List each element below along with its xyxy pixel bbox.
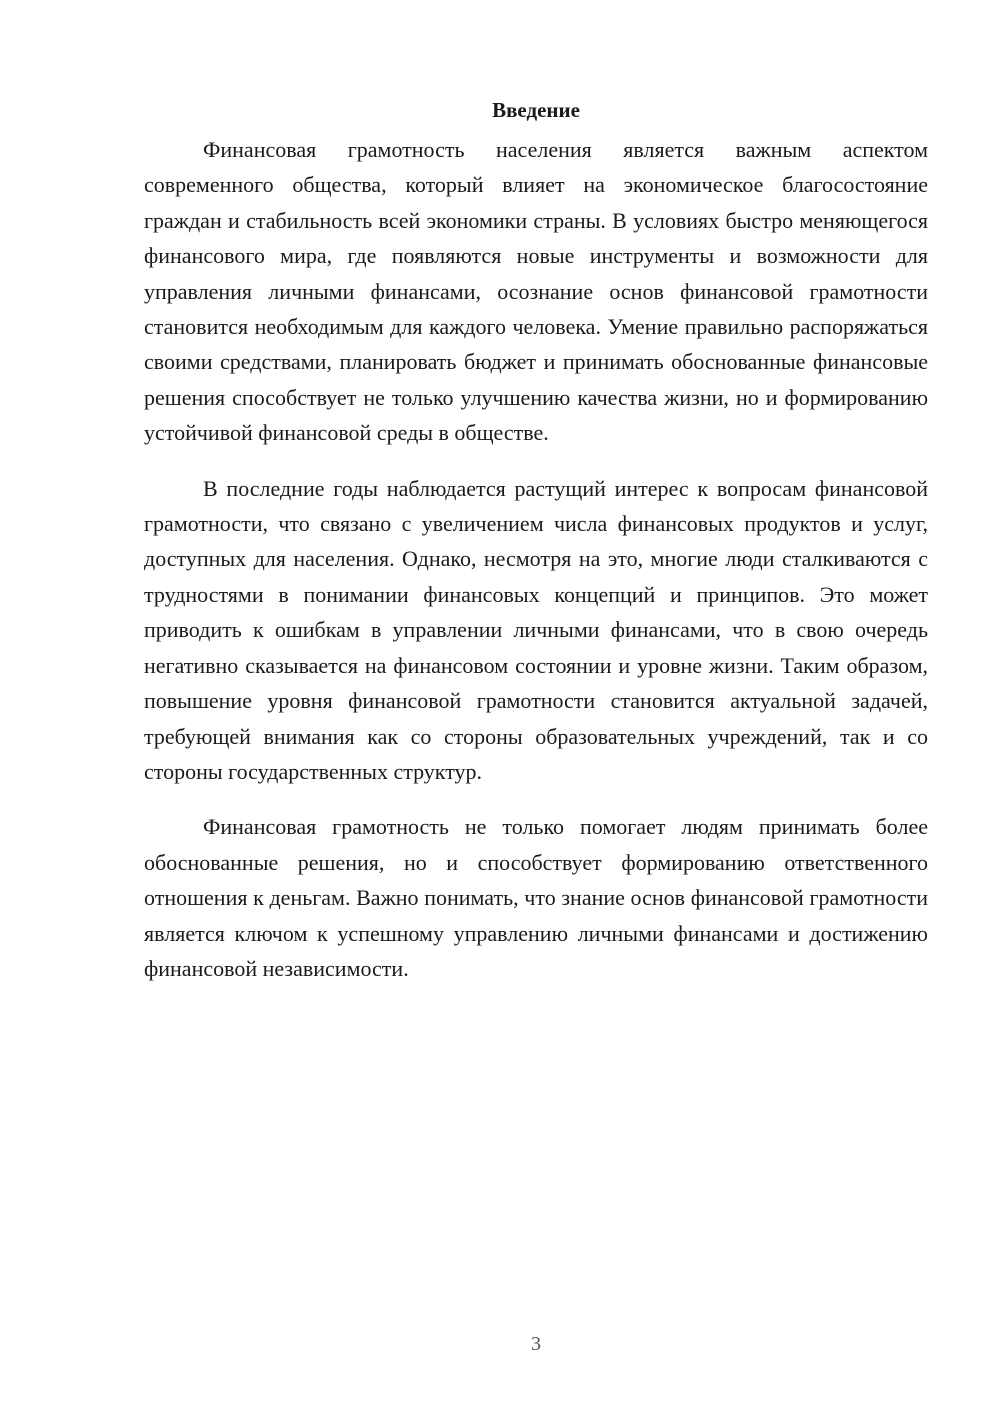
page-body [144, 92, 928, 986]
paragraph-3: Финансовая грамотность не только помогает людям принимать более обоснованные решения, но и способствует формированию ответственного отношения к деньгам. Важно понимать, что знание основ финансовой грамотности является ключом к успешному управлению личными финансами и достижению финансовой независимости. [144, 814, 928, 981]
paragraph-1: Финансовая грамотность населения является важным аспектом современного общества, который влияет на экономическое благосостояние граждан и стабильность всей экономики страны. В условиях быстро меняющегося финансового мира, где появляются новые инструменты и возможности для управления личными финансами, осознание основ финансовой грамотности становится необходимым для каждого человека. Умение правильно распоряжаться своими средствами, планировать бюджет и принимать обоснованные финансовые решения способствует не только улучшению качества жизни, но и формированию устойчивой финансовой среды в обществе. [144, 137, 928, 446]
page-number: 3 [531, 1333, 541, 1355]
paragraph-2: В последние годы наблюдается растущий интерес к вопросам финансовой грамотности, что связано с увеличением числа финансовых продуктов и услуг, доступных для населения. Однако, несмотря на это, многие люди сталкиваются с трудностями в понимании финансовых концепций и принципов. Это может приводить к ошибкам в управлении личными финансами, что в свою очередь негативно сказывается на финансовом состоянии и уровне жизни. Таким образом, повышение уровня финансовой грамотности становится актуальной задачей, требующей внимания как со стороны образовательных учреждений, так и со стороны государственных структур. [144, 475, 928, 784]
page-title: Введение [492, 98, 580, 122]
